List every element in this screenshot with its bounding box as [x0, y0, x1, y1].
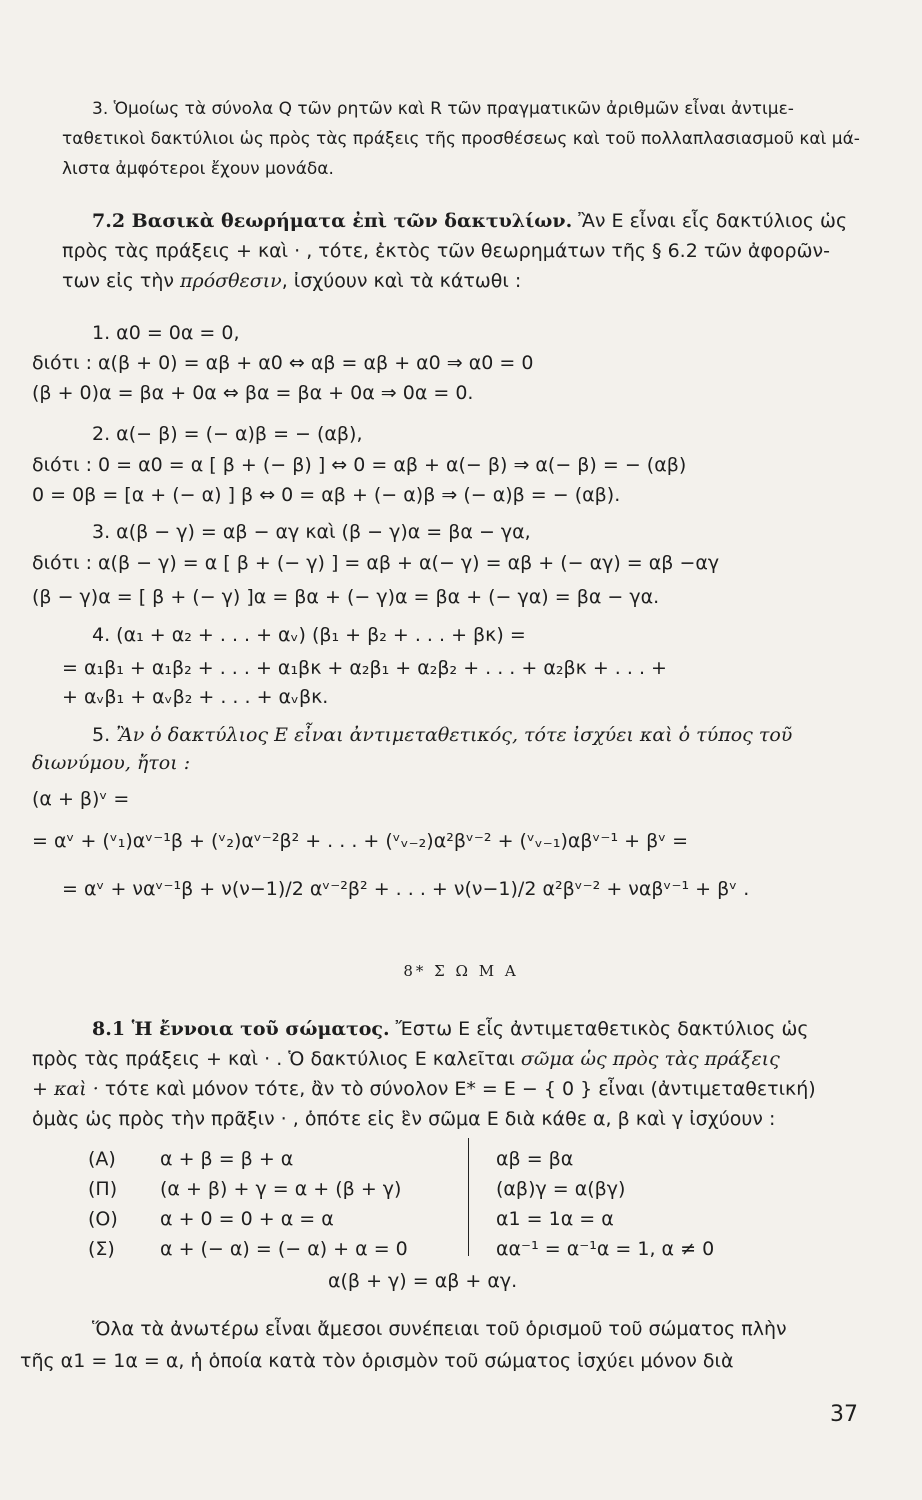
text-line: [92, 722, 792, 748]
section-heading: 8.1 Ἡ ἔννοια τοῦ σώματος.: [92, 1018, 390, 1040]
section-heading: 7.2 Βασικὰ θεωρήματα ἐπὶ τῶν δακτυλίων.: [92, 210, 573, 232]
equation-line: διότι : α(β + 0) = αβ + α0 ⇔ αβ = αβ + α0 ⇒ α0 = 0: [32, 352, 534, 374]
chapter-title: 8* Σ Ω Μ Α: [403, 962, 519, 980]
axiom-label: (Σ): [88, 1238, 115, 1260]
equation-line: 2. α(− β) = (− α)β = − (αβ),: [92, 423, 363, 445]
axiom-additive: α + 0 = 0 + α = α: [160, 1208, 334, 1230]
axiom-additive: α + β = β + α: [160, 1148, 294, 1170]
page-number: 37: [830, 1402, 858, 1427]
text-line: τῆς α1 = 1α = α, ἡ ὁποία κατὰ τὸν ὁρισμὸν τοῦ σώματος ἰσχύει μόνον διὰ: [20, 1350, 734, 1372]
italic-span: Ἂν ὁ δακτύλιος Ε εἶναι ἀντιμεταθετικός, τότε ἰσχύει καὶ ὁ τύπος τοῦ: [116, 724, 793, 746]
formula-line: (α + β)ᵛ =: [32, 788, 130, 810]
axiom-multiplicative: (αβ)γ = α(βγ): [496, 1178, 626, 1200]
text-span: , ἰσχύουν καὶ τὰ κάτωθι :: [281, 270, 522, 292]
text-line: διωνύμου, ἤτοι :: [32, 752, 191, 774]
equation-line: διότι : 0 = α0 = α [ β + (− β) ] ⇔ 0 = αβ + α(− β) ⇒ α(− β) = − (αβ): [32, 454, 687, 476]
equation-line: 3. α(β − γ) = αβ − αγ καὶ (β − γ)α = βα − γα,: [92, 521, 531, 543]
equation-line: 0 = 0β = [α + (− α) ] β ⇔ 0 = αβ + (− α)β ⇒ (− α)β = − (αβ).: [32, 484, 621, 506]
equation-line: + αᵥβ₁ + αᵥβ₂ + . . . + αᵥβκ.: [62, 686, 329, 708]
formula-line: = αᵛ + (ᵛ₁)αᵛ⁻¹β + (ᵛ₂)αᵛ⁻²β² + . . . + (ᵛᵥ₋₂)α²βᵛ⁻² + (ᵛᵥ₋₁)αβᵛ⁻¹ + βᵛ =: [32, 830, 689, 852]
equation-line: διότι : α(β − γ) = α [ β + (− γ) ] = αβ + α(− γ) = αβ + (− αγ) = αβ −αγ: [32, 552, 720, 574]
equation-line: (β + 0)α = βα + 0α ⇔ βα = βα + 0α ⇒ 0α = 0.: [32, 382, 474, 404]
text-span: Ἂν Ε εἶναι εἷς δακτύλιος ὡς: [572, 210, 848, 232]
equation-line: 1. α0 = 0α = 0,: [92, 322, 240, 344]
formula-line: = αᵛ + ναᵛ⁻¹β + ν(ν−1)/2 αᵛ⁻²β² + . . . + ν(ν−1)/2 α²βᵛ⁻² + ναβᵛ⁻¹ + βᵛ .: [62, 878, 750, 900]
axiom-label: (Α): [88, 1148, 116, 1170]
equation-line: (β − γ)α = [ β + (− γ) ]α = βα + (− γ)α = βα + (− γα) = βα − γα.: [32, 586, 660, 608]
text-line: ταθετικοὶ δακτύλιοι ὡς πρὸς τὰς πράξεις τῆς προσθέσεως καὶ τοῦ πολλαπλασιασμοῦ καὶ μά-: [62, 129, 860, 149]
text-span: Ἔστω Ε εἷς ἀντιμεταθετικὸς δακτύλιος ὡς: [389, 1018, 809, 1040]
equation-line: = α₁β₁ + α₁β₂ + . . . + α₁βκ + α₂β₁ + α₂β₂ + . . . + α₂βκ + . . . +: [62, 657, 667, 679]
column-divider: [468, 1138, 469, 1256]
axiom-label: (Π): [88, 1178, 118, 1200]
text-line: [32, 1046, 780, 1072]
text-span: των εἰς τὴν: [62, 270, 181, 292]
text-span: πρὸς τὰς πράξεις + καὶ · . Ὁ δακτύλιος Ε καλεῖται: [32, 1048, 521, 1070]
axiom-multiplicative: α1 = 1α = α: [496, 1208, 614, 1230]
item-number: 5.: [92, 724, 111, 746]
italic-span: σῶμα ὡς πρὸς τὰς πράξεις: [520, 1048, 780, 1070]
axiom-multiplicative: αβ = βα: [496, 1148, 574, 1170]
distributive-law: α(β + γ) = αβ + αγ.: [328, 1270, 518, 1292]
italic-span: πρόσθεσιν: [180, 270, 282, 292]
section-8-1-line: [92, 1016, 809, 1042]
axiom-multiplicative: αα⁻¹ = α⁻¹α = 1, α ≠ 0: [496, 1238, 715, 1260]
text-line: ὁμὰς ὡς πρὸς τὴν πρᾶξιν · , ὁπότε εἰς ἓν σῶμα Ε διὰ κάθε α, β καὶ γ ἰσχύουν :: [32, 1108, 776, 1130]
text-line: [62, 268, 521, 294]
italic-span: + καὶ ·: [32, 1078, 99, 1100]
axiom-label: (Ο): [88, 1208, 118, 1230]
equation-line: 4. (α₁ + α₂ + . . . + αᵥ) (β₁ + β₂ + . . . + βκ) =: [92, 624, 526, 646]
text-line: [32, 1076, 816, 1102]
axiom-additive: α + (− α) = (− α) + α = 0: [160, 1238, 408, 1260]
text-span: τότε καὶ μόνον τότε, ἂν τὸ σύνολον Ε* = Ε − { 0 } εἶναι (ἀντιμεταθετική): [98, 1078, 816, 1100]
section-7-2-line: [92, 208, 847, 234]
text-line: λιστα ἀμφότεροι ἔχουν μονάδα.: [62, 159, 334, 179]
text-line: πρὸς τὰς πράξεις + καὶ · , τότε, ἐκτὸς τῶν θεωρημάτων τῆς § 6.2 τῶν ἀφορῶν-: [62, 240, 830, 262]
axiom-additive: (α + β) + γ = α + (β + γ): [160, 1178, 402, 1200]
text-line: 3. Ὁμοίως τὰ σύνολα Q τῶν ρητῶν καὶ R τῶν πραγματικῶν ἀριθμῶν εἶναι ἀντιμε-: [92, 99, 794, 119]
text-line: Ὅλα τὰ ἀνωτέρω εἶναι ἄμεσοι συνέπειαι τοῦ ὁρισμοῦ τοῦ σώματος πλὴν: [92, 1318, 787, 1340]
